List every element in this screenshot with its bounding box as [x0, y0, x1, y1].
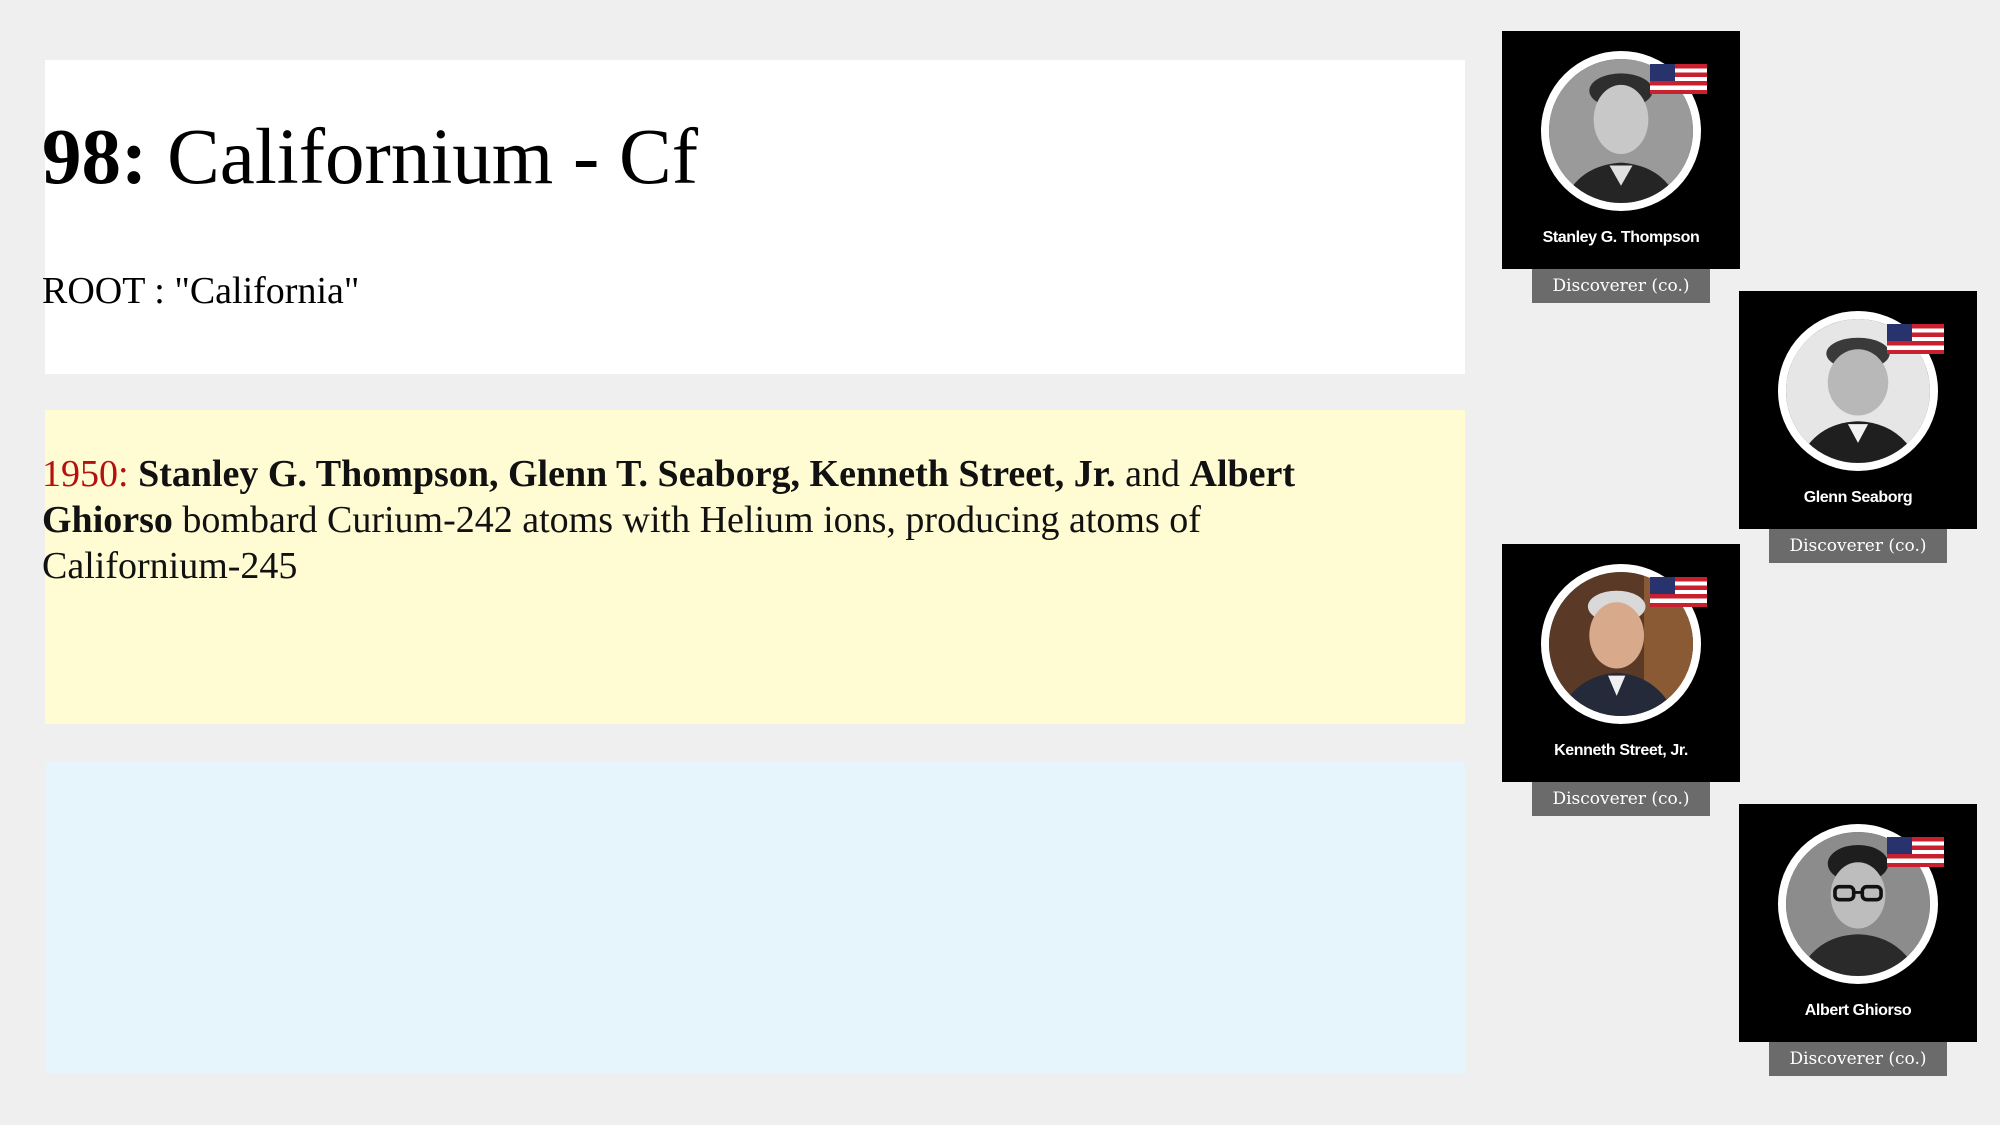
- page-title: [42, 114, 699, 201]
- role-badge: Discoverer (co.): [1769, 1042, 1947, 1076]
- person-card-frame: [1502, 31, 1740, 269]
- element-title-panel: [45, 60, 1465, 374]
- us-flag-icon: [1650, 64, 1707, 94]
- role-badge: Discoverer (co.): [1532, 782, 1710, 816]
- person-card-frame: [1739, 291, 1977, 529]
- element-root: ROOT : "California": [42, 270, 360, 312]
- event-connector: and: [1115, 453, 1190, 495]
- us-flag-icon: [1650, 577, 1707, 607]
- person-name: Albert Ghiorso: [1804, 1002, 1912, 1019]
- person-card[interactable]: [1739, 291, 1977, 556]
- us-flag-icon: [1887, 324, 1944, 354]
- notes-panel: [45, 762, 1465, 1074]
- person-name: Stanley G. Thompson: [1542, 229, 1700, 246]
- person-name: Glenn Seaborg: [1803, 489, 1913, 506]
- event-description: bombard Curium-242 atoms with Helium ions, producing atoms of Californium-245: [42, 499, 1201, 587]
- person-card[interactable]: [1739, 804, 1977, 1069]
- role-badge: Discoverer (co.): [1769, 529, 1947, 563]
- us-flag-icon: [1887, 837, 1944, 867]
- event-discoverers: Stanley G. Thompson, Glenn T. Seaborg, Kenneth Street, Jr.: [138, 453, 1116, 495]
- person-card[interactable]: [1502, 31, 1740, 296]
- person-name: Kenneth Street, Jr.: [1554, 742, 1688, 759]
- element-name: Californium - Cf: [167, 114, 699, 201]
- person-card-frame: [1502, 544, 1740, 782]
- role-badge: Discoverer (co.): [1532, 269, 1710, 303]
- person-card[interactable]: [1502, 544, 1740, 809]
- person-card-frame: [1739, 804, 1977, 1042]
- event-year: 1950:: [42, 453, 129, 495]
- event-discoverer-last: Albert Ghiorso: [42, 453, 1296, 541]
- element-number: 98:: [42, 114, 148, 201]
- discovery-event-text: [42, 451, 1402, 589]
